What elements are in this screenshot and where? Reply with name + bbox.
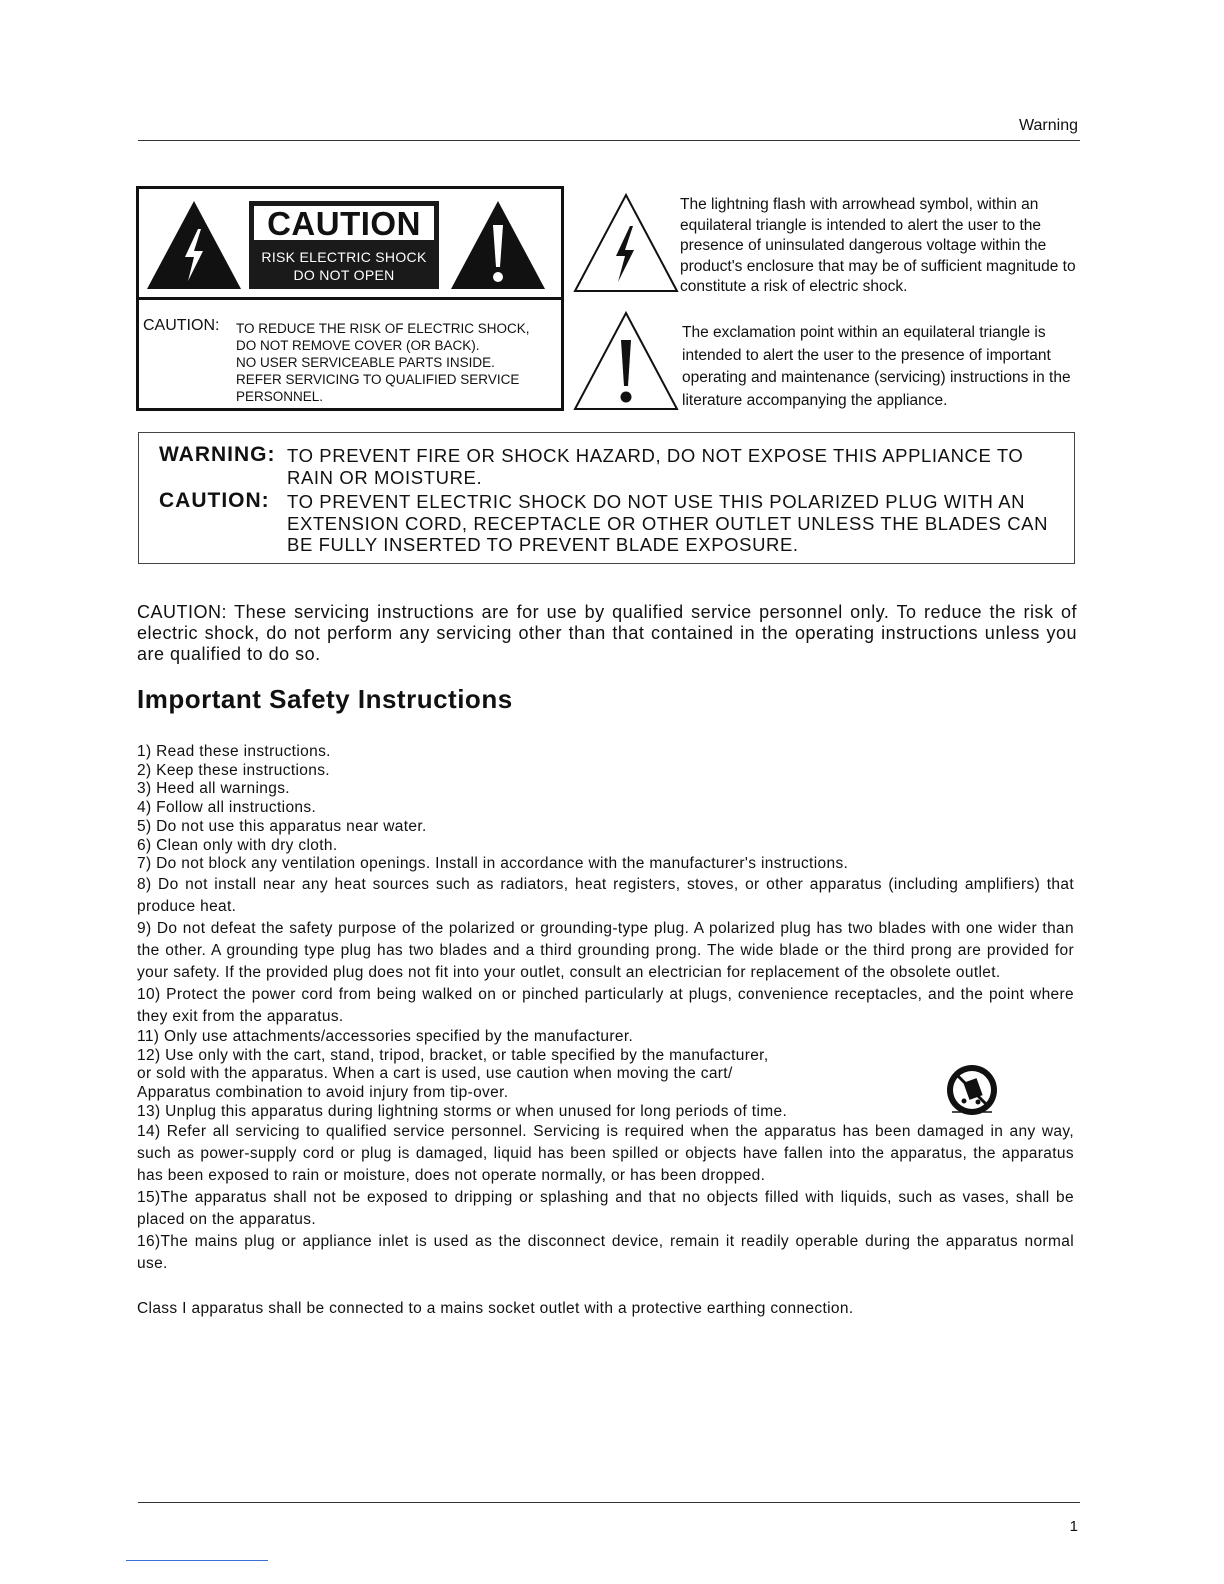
- servicing-caution-paragraph: CAUTION: These servicing instructions are for use by qualified service personnel only. To reduce the risk of electric shock, do not perform any servicing other than that contained in the operating instructions unless you are qualified to do so.: [137, 602, 1077, 664]
- caution-lower-line: TO REDUCE THE RISK OF ELECTRIC SHOCK,: [236, 321, 530, 336]
- list-item: 2) Keep these instructions.: [137, 761, 330, 779]
- warning-box: [138, 432, 1075, 564]
- footer-link-underline: [126, 1560, 268, 1561]
- list-item: 9) Do not defeat the safety purpose of the polarized or grounding-type plug. A polarized plug has two blades with one wider than the other. A grounding type plug has two blades and a third grounding prong. The wide blade or the third prong are provided for your safety. If the provided plug does not fit into your outlet, consult an electrician for replacement of the obsolete outlet.: [137, 919, 1074, 981]
- exclamation-triangle-icon: [572, 310, 680, 412]
- list-item: 13) Unplug this apparatus during lightning storms or when unused for long periods of time.: [137, 1102, 788, 1120]
- caution-label-box: [136, 186, 564, 411]
- list-item-continuation: or sold with the apparatus. When a cart is used, use caution when moving the cart/: [137, 1065, 733, 1083]
- list-item: 7) Do not block any ventilation openings. Install in accordance with the manufacturer's instructions.: [137, 855, 849, 873]
- exclamation-triangle-icon: [449, 199, 547, 291]
- list-item: 4) Follow all instructions.: [137, 799, 317, 817]
- list-item: 6) Clean only with dry cloth.: [137, 836, 338, 854]
- class-i-note: Class I apparatus shall be connected to a mains socket outlet with a protective earthing connection.: [137, 1300, 854, 1317]
- caution-plate: [249, 201, 439, 289]
- footer-divider: [138, 1502, 1080, 1503]
- caution-subtitle-2: DO NOT OPEN: [293, 267, 395, 283]
- header-divider: [138, 140, 1080, 141]
- caution-lower-line: REFER SERVICING TO QUALIFIED SERVICE: [236, 372, 520, 387]
- warning-text: TO PREVENT FIRE OR SHOCK HAZARD, DO NOT EXPOSE THIS APPLIANCE TO RAIN OR MOISTURE.: [287, 445, 1024, 488]
- list-item: 14) Refer all servicing to qualified service personnel. Servicing is required when the apparatus has been damaged in any way, such as power-supply cord or plug is damaged, liquid has been spilled or objects have fallen into the apparatus, the apparatus has been exposed to rain or moisture, does not operate normally, or has been dropped.: [137, 1123, 1074, 1185]
- cart-tipover-icon: [944, 1062, 1000, 1118]
- caution-lower-lead: CAUTION:: [143, 317, 220, 334]
- caution-lower-line: PERSONNEL.: [236, 389, 324, 404]
- list-item: 5) Do not use this apparatus near water.: [137, 817, 427, 835]
- page-number: 1: [1069, 1518, 1078, 1535]
- caution-subtitle-1: RISK ELECTRIC SHOCK: [261, 249, 427, 265]
- caution-text: TO PREVENT ELECTRIC SHOCK DO NOT USE THIS POLARIZED PLUG WITH AN EXTENSION CORD, RECEPTACLE OR OTHER OUTLET UNLESS THE BLADES CAN BE FULLY INSERTED TO PREVENT BLADE EXPOSURE.: [287, 491, 1049, 555]
- lightning-triangle-icon: [572, 192, 680, 294]
- list-item: 1) Read these instructions.: [137, 743, 331, 760]
- caution-lower-line: NO USER SERVICEABLE PARTS INSIDE.: [236, 355, 495, 370]
- caution-title: CAUTION: [252, 204, 436, 242]
- page-header-title: Warning: [1019, 117, 1078, 134]
- lightning-symbol-description: The lightning flash with arrowhead symbol, within an equilateral triangle is intended to alert the user to the presence of uninsulated dangerous voltage within the product's enclosure that may be of sufficient magnitude to constitute a risk of electric shock.: [680, 196, 1076, 295]
- section-title: Important Safety Instructions: [137, 684, 513, 714]
- list-item: 11) Only use attachments/accessories specified by the manufacturer.: [137, 1027, 634, 1045]
- list-item: 16)The mains plug or appliance inlet is used as the disconnect device, remain it readily operable during the apparatus normal use.: [137, 1233, 1074, 1273]
- exclamation-symbol-description: The exclamation point within an equilateral triangle is intended to alert the user to the presence of important operating and maintenance (servicing) instructions in the literature accompanying the appliance.: [682, 324, 1071, 409]
- caution-label: CAUTION:: [159, 489, 270, 512]
- list-item: 10) Protect the power cord from being walked on or pinched particularly at plugs, convenience receptacles, and the point where they exit from the apparatus.: [137, 985, 1074, 1025]
- list-item: 3) Heed all warnings.: [137, 780, 290, 798]
- warning-label: WARNING:: [159, 443, 276, 466]
- list-item: 15)The apparatus shall not be exposed to dripping or splashing and that no objects filled with liquids, such as vases, shall be placed on the apparatus.: [137, 1189, 1074, 1229]
- list-item-continuation: Apparatus combination to avoid injury from tip-over.: [137, 1084, 509, 1102]
- caution-label-top: [139, 189, 561, 300]
- list-item: 8) Do not install near any heat sources such as radiators, heat registers, stoves, or other apparatus (including amplifiers) that produce heat.: [137, 875, 1074, 915]
- lightning-triangle-icon: [145, 199, 243, 291]
- list-item: 12) Use only with the cart, stand, tripod, bracket, or table specified by the manufacturer,: [137, 1046, 769, 1064]
- caution-lower-line: DO NOT REMOVE COVER (OR BACK).: [236, 338, 480, 353]
- safety-instructions-list: [137, 743, 1074, 1275]
